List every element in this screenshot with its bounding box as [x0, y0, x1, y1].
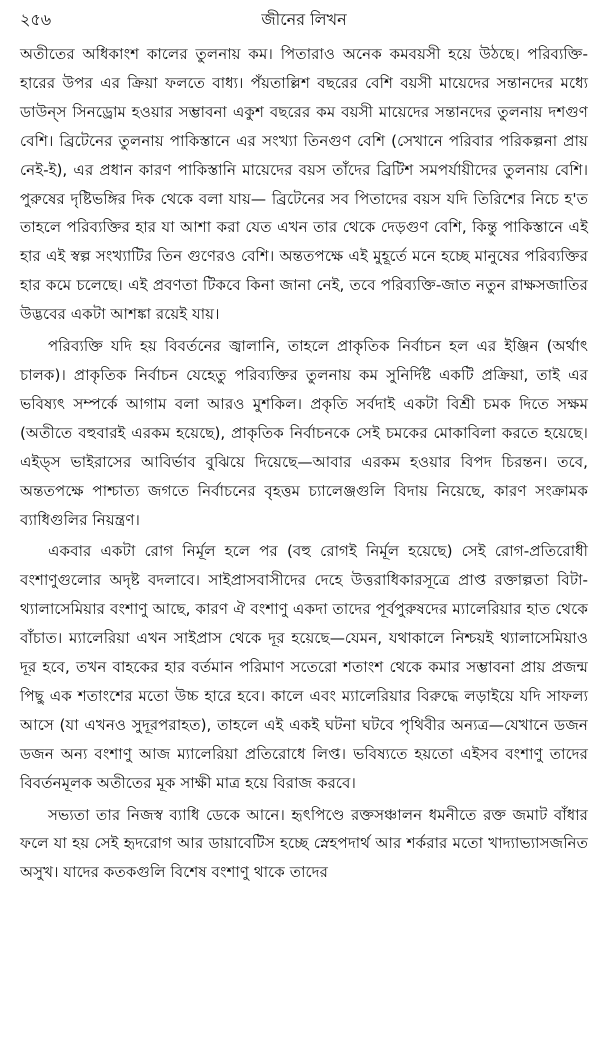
paragraph-3: একবার একটা রোগ নির্মূল হলে পর (বহু রোগই নির্মূল হয়েছে) সেই রোগ-প্রতিরোধী বংশাণুগুলোর অদৃষ্ট বদলাবে। সাইপ্রাসবাসীদের দেহে উত্তরাধিকারসূত্রে প্রাপ্ত রক্তাল্পতা বিটা-থ্যালাসেমিয়ার বংশাণু আছে, কারণ ঐ বংশাণু একদা তাদের পূর্বপুরুষদের ম্যালেরিয়ার হাত থেকে বাঁচাত। ম্যালেরিয়া এখন সাইপ্রাস থেকে দূর হয়েছে—যেমন, যথাকালে নিশ্চয়ই থ্যালাসেমিয়াও দূর হবে, তখন বাহকের হার বর্তমান পরিমাণ সতেরো শতাংশ থেকে কমার সম্ভাবনা প্রায় প্রজন্ম পিছু এক শতাংশের মতো উচ্চ হারে হবে। কালে এবং ম্যালেরিয়ার বিরুদ্ধে লড়াইয়ে যদি সাফল্য আসে (যা এখনও সুদূরপরাহত), তাহলে এই একই ঘটনা ঘটবে পৃথিবীর অন্যত্র—যেখানে ডজন ডজন অন্য বংশাণু আজ ম্যালেরিয়া প্রতিরোধে লিপ্ত। ভবিষ্যতে হয়তো এইসব বংশাণু তাদের বিবর্তনমূলক অতীতের মূক সাক্ষী মাত্র হয়ে বিরাজ করবে। [20, 542, 588, 792]
page-number: ২৫৬ [20, 10, 52, 29]
running-head [20, 0, 588, 40]
paragraph-4: সভ্যতা তার নিজস্ব ব্যাধি ডেকে আনে। হৃৎপিণ্ডে রক্তসঞ্চালন ধমনীতে রক্ত জমাট বাঁধার ফলে যা হয় সেই হৃদরোগ আর ডায়াবেটিস হচ্ছে স্নেহপদার্থ আর শর্করার মতো খাদ্যাভ্যাসজনিত অসুখ। যাদের কতকগুলি বিশেষ বংশাণু থাকে তাদের [20, 805, 588, 882]
body-text [20, 40, 588, 887]
paragraph-1: অতীতের অধিকাংশ কালের তুলনায় কম। পিতারাও অনেক কমবয়সী হয়ে উঠছে। পরিব্যক্তি-হারের উপর এর ক্রিয়া ফলতে বাধ্য। পঁয়তাল্লিশ বছরের বেশি বয়সী মায়েদের সন্তানদের মধ্যে ডাউন্‌স সিনড্রোম হওয়ার সম্ভাবনা একুশ বছরের কম বয়সী মায়েদের সন্তানদের তুলনায় দশগুণ বেশি। ব্রিটেনের তুলনায় পাকিস্তানে এর সংখ্যা তিনগুণ বেশি (সেখানে পরিবার পরিকল্পনা প্রায় নেই-ই), এর প্রধান কারণ পাকিস্তানি মায়েদের বয়স তাঁদের ব্রিটিশ সমপর্যায়ীদের তুলনায় বেশি। পুরুষের দৃষ্টিভঙ্গির দিক থেকে বলা যায়— ব্রিটেনের সব পিতাদের বয়স যদি তিরিশের নিচে হ'ত তাহলে পরিব্যক্তির হার যা আশা করা যেত এখন তার থেকে দেড়গুণ বেশি, কিন্তু পাকিস্তানে এই হার এই স্বল্প সংখ্যাটির তিন গুণেরও বেশি। অন্ততপক্ষে এই মুহূর্তে মনে হচ্ছে মানুষের পরিব্যক্তির হার কমে চলেছে। এই প্রবণতা টিকবে কিনা জানা নেই, তবে পরিব্যক্তি-জাত নতুন রাক্ষসজাতির উদ্ভবের একটা আশঙ্কা রয়েই যায়। [20, 45, 588, 324]
paragraph-2: পরিব্যক্তি যদি হয় বিবর্তনের জ্বালানি, তাহলে প্রাকৃতিক নির্বাচন হল এর ইঞ্জিন (অর্থাৎ চালক)। প্রাকৃতিক নির্বাচন যেহেতু পরিব্যক্তির তুলনায় কম সুনির্দিষ্ট একটি প্রক্রিয়া, তাই এর ভবিষ্যৎ সম্পর্কে আগাম বলা আরও মুশকিল। প্রকৃতি সর্বদাই একটা বিশ্রী চমক দিতে সক্ষম (অতীতে বহুবারই এরকম হয়েছে), প্রাকৃতিক নির্বাচনকে সেই চমকের মোকাবিলা করতে হয়েছে। এইড্‌স ভাইরাসের আবির্ভাব বুঝিয়ে দিয়েছে—আবার এরকম হওয়ার বিপদ চিরন্তন। তবে, অন্ততপক্ষে পাশ্চাত্য জগতে নির্বাচনের বৃহত্তম চ্যালেঞ্জগুলি বিদায় নিয়েছে, কারণ সংক্রামক ব্যাধিগুলির নিয়ন্ত্রণ। [20, 337, 588, 529]
running-title: জীনের লিখন [261, 10, 347, 29]
